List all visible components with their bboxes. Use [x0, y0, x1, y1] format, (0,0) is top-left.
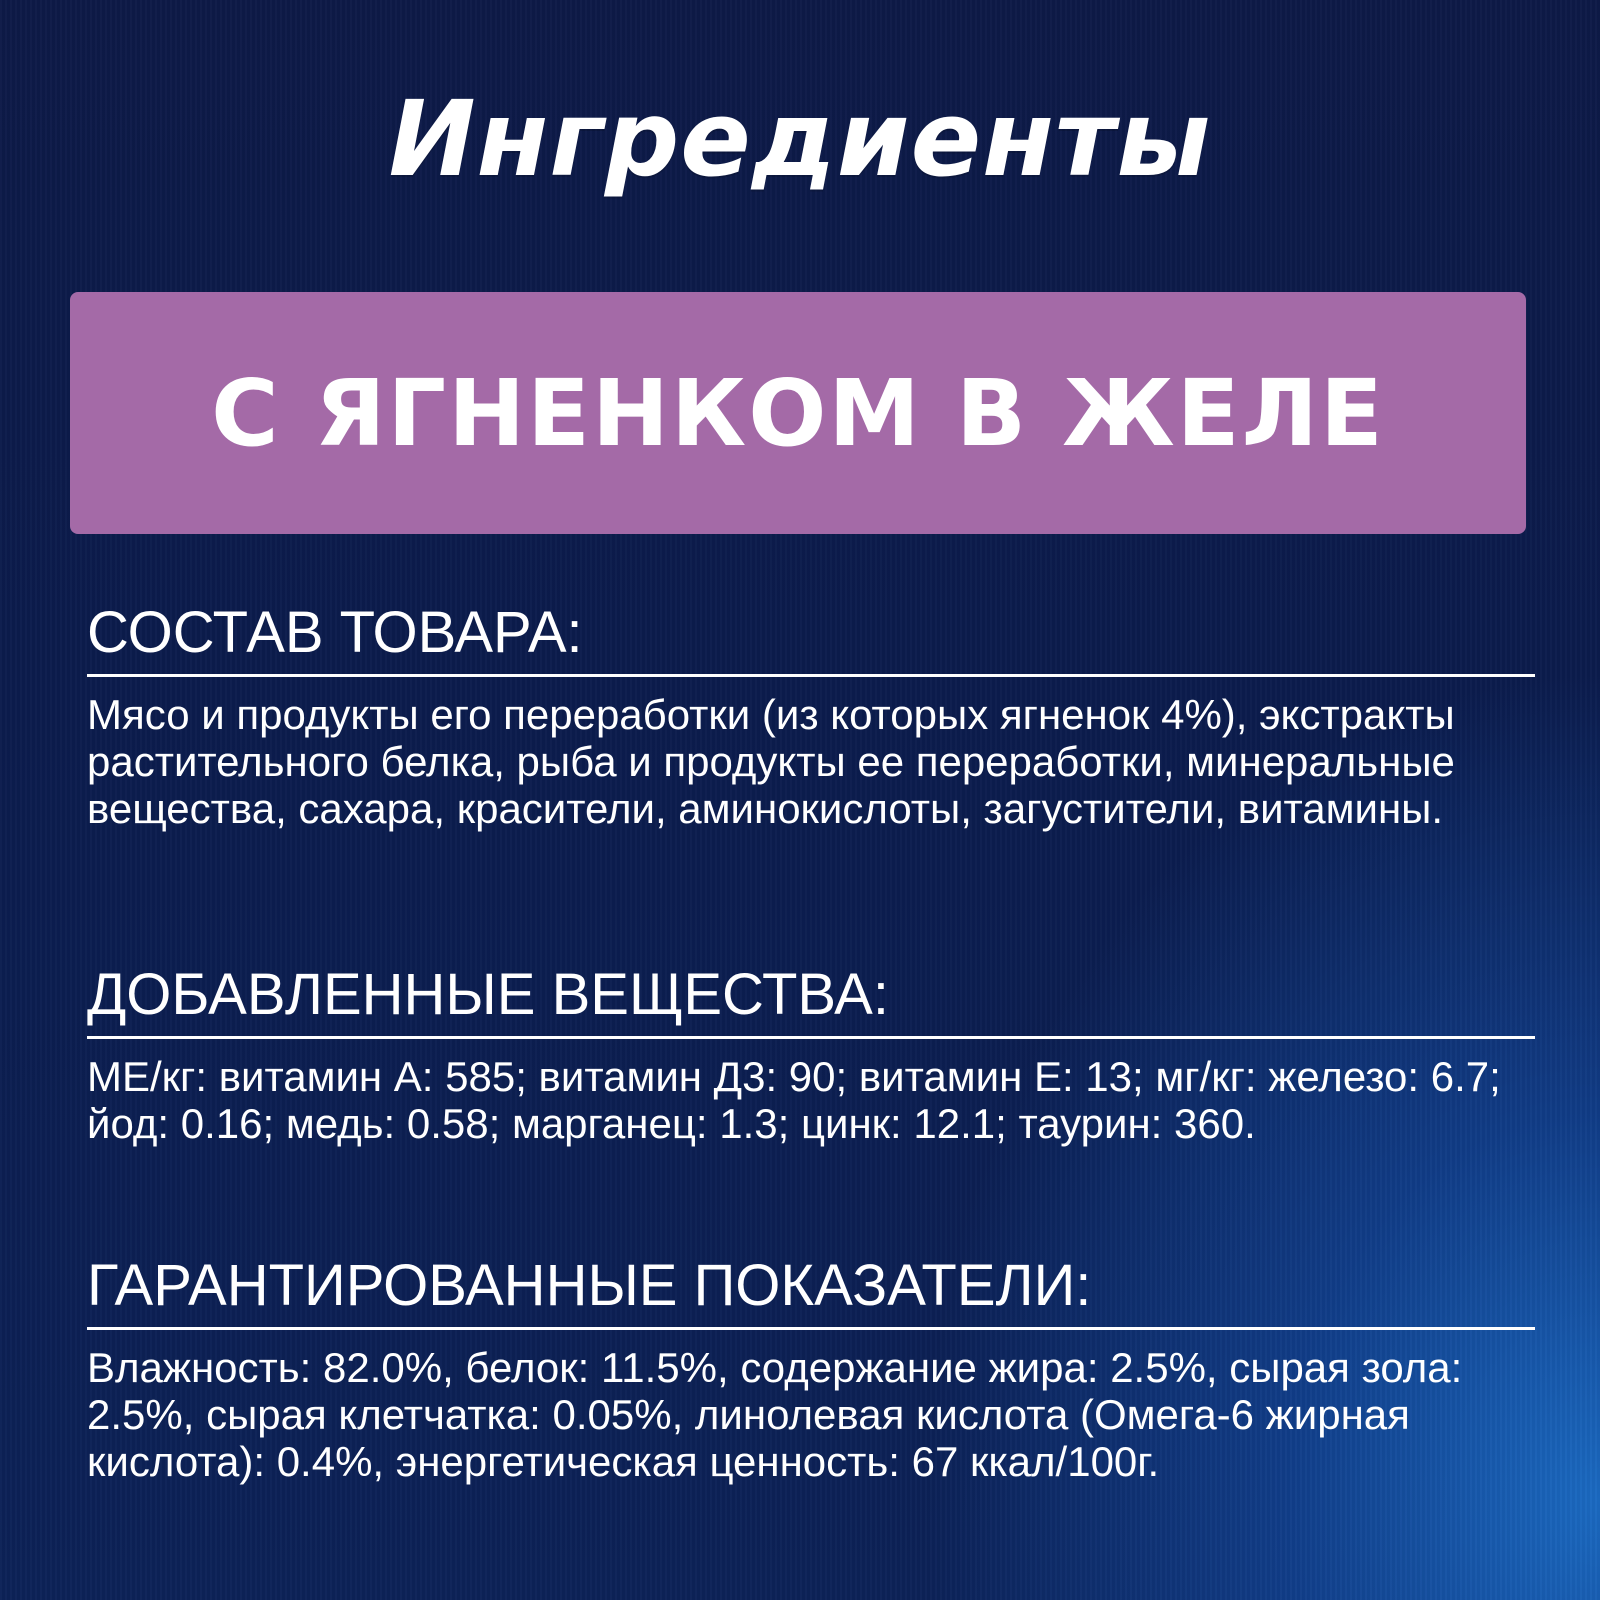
guaranteed-section: [87, 1253, 1535, 1485]
guaranteed-heading: ГАРАНТИРОВАННЫЕ ПОКАЗАТЕЛИ:: [87, 1253, 1092, 1318]
additives-text: МЕ/кг: витамин А: 585; витамин Д3: 90; витамин Е: 13; мг/кг: железо: 6.7; йод: 0.16; медь: 0.58; марганец: 1.3; цинк: 12.1; таурин: 360.: [87, 1053, 1501, 1147]
composition-section: [87, 600, 1535, 832]
flavor-banner-label: С ЯГНЕНКОМ В ЖЕЛЕ: [211, 359, 1385, 467]
composition-divider: [87, 674, 1535, 677]
additives-section: [87, 962, 1535, 1147]
additives-heading: ДОБАВЛЕННЫЕ ВЕЩЕСТВА:: [87, 962, 889, 1027]
composition-text: Мясо и продукты его переработки (из которых ягненок 4%), экстракты растительного белка, рыба и продукты ее переработки, минеральные вещества, сахара, красители, аминокислоты, загустители, витамины.: [87, 691, 1455, 832]
page-title: Ингредиенты: [388, 78, 1212, 200]
additives-divider: [87, 1036, 1535, 1039]
guaranteed-text: Влажность: 82.0%, белок: 11.5%, содержание жира: 2.5%, сырая зола: 2.5%, сырая клетчатка: 0.05%, линолевая кислота (Омега-6 жирная кислота): 0.4%, энергетическая ценность: 67 ккал/100г.: [87, 1344, 1463, 1485]
composition-heading: СОСТАВ ТОВАРА:: [87, 600, 583, 665]
flavor-banner: [70, 292, 1526, 534]
guaranteed-divider: [87, 1327, 1535, 1330]
